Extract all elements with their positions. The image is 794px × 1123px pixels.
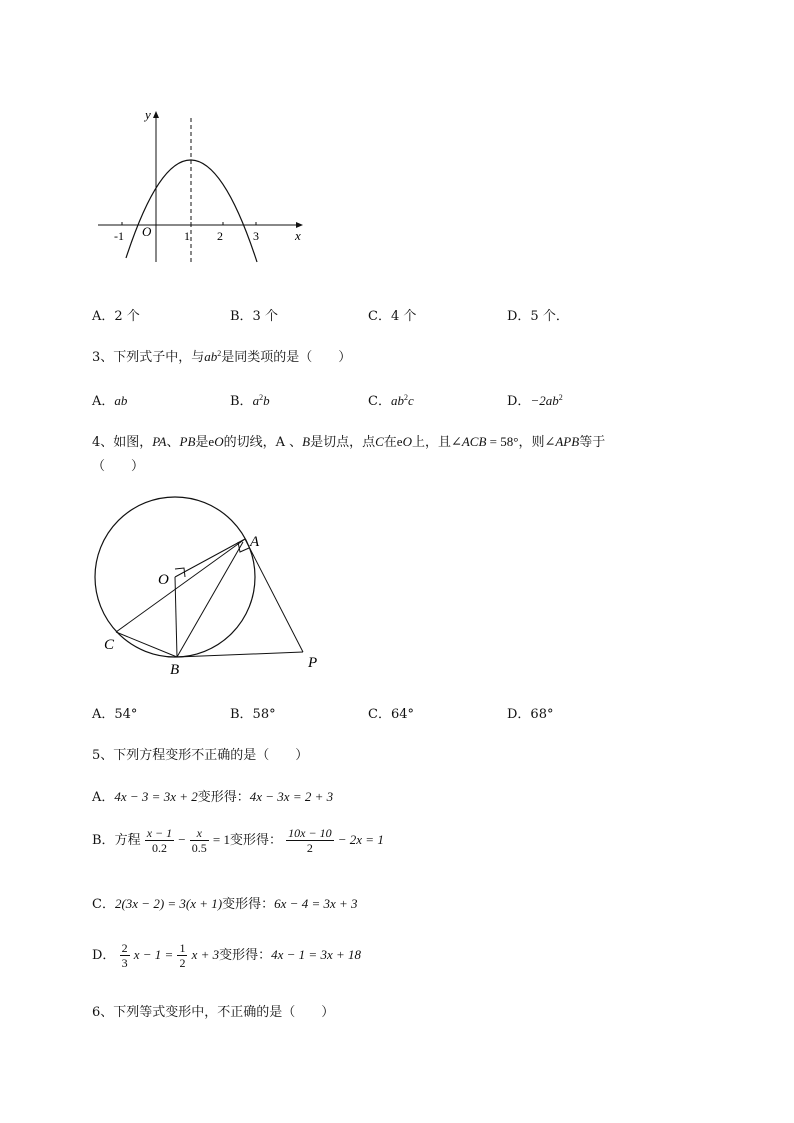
y-axis-label: y xyxy=(145,107,151,122)
q4-stem: 4、如图，PA、PB是eO的切线，A 、B是切点，点C在eO上，且∠ACB = 58°，则∠APB等于 xyxy=(92,434,606,450)
q4-option-a: A．54° xyxy=(92,707,138,722)
tick-label: -1 xyxy=(114,229,124,243)
point-o-label: O xyxy=(158,572,169,588)
point-b-label: B xyxy=(170,662,180,678)
x-axis-label: x xyxy=(295,228,301,243)
q4-option-c: C．64° xyxy=(368,707,414,722)
q5-option-d: D． $\frac{2}{3}$ x − 1 = $\frac{1}{2}$ x + 3变形得：4x − 1 = 3x + 18 xyxy=(92,941,361,970)
q2-option-c: C．4 个 xyxy=(368,309,417,324)
parabola-figure xyxy=(90,100,310,270)
point-p-label: P xyxy=(308,655,318,671)
q4-option-d: D．68° xyxy=(507,707,554,722)
q5-option-a: A．4x − 3 = 3x + 2变形得：4x − 3x = 2 + 3 xyxy=(92,789,334,805)
tick-label: 3 xyxy=(253,229,259,243)
point-c-label: C xyxy=(104,637,115,653)
q2-option-a: A．2 个 xyxy=(92,309,140,324)
q3-option-a: A．ab xyxy=(92,393,128,409)
q6-stem: 6、下列等式变形中，不正确的是（ ） xyxy=(92,1005,335,1020)
q5-option-b: B．方程 $\frac{x - 1}{0.2}$ − $\frac{x}{0.5}$ = 1变形得： $\frac{10x - 10}{2}$ − 2x = 1 xyxy=(92,826,384,855)
q5-option-c: C．2(3x − 2) = 3(x + 1)变形得：6x − 4 = 3x + 3 xyxy=(92,896,358,912)
origin-label: O xyxy=(142,224,152,239)
q3-option-b: B．$a^2b$ xyxy=(230,393,270,409)
q2-option-d: D．5 个． xyxy=(507,309,569,324)
q5-stem: 5、下列方程变形不正确的是（ ） xyxy=(92,748,309,763)
q3-stem: 3、下列式子中，与$ab^2$是同类项的是（ ） xyxy=(92,349,352,365)
q2-option-b: B．3 个 xyxy=(230,309,278,324)
tick-label: 2 xyxy=(217,229,223,243)
q4-option-b: B．58° xyxy=(230,707,276,722)
q3-option-c: C．$ab^2c$ xyxy=(368,393,414,409)
q4-stem-line2: （ ） xyxy=(92,459,145,474)
circle-tangent-figure xyxy=(88,492,328,682)
q3-option-d: D．$-2ab^2$ xyxy=(507,393,563,409)
tick-label: 1 xyxy=(184,229,190,243)
point-a-label: A xyxy=(250,534,260,550)
